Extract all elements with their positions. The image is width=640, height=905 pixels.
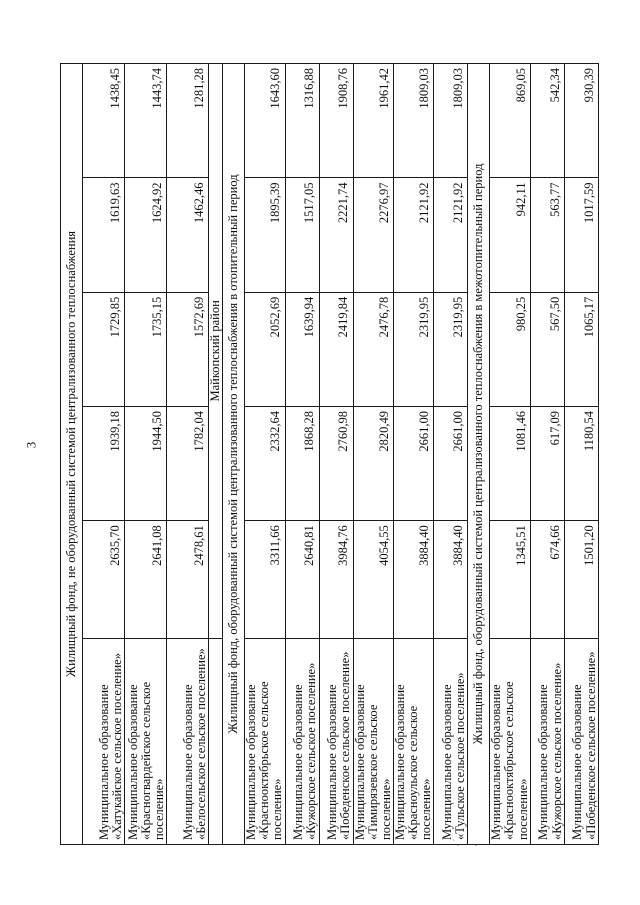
- cell-value: 1809,03: [393, 64, 433, 178]
- cell-value: 2121,92: [393, 178, 433, 292]
- cell-value: 942,11: [490, 178, 530, 292]
- page-number: 3: [23, 441, 39, 449]
- row-name: Муниципальное образование «Красноульское сельское поселение»: [393, 638, 433, 844]
- cell-value: 1517,05: [285, 178, 319, 292]
- row-name: Муниципальное образование «Краснооктябрьское сельское поселение»: [490, 638, 530, 844]
- table-row: [490, 64, 530, 845]
- cell-value: 1624,92: [125, 178, 167, 292]
- cell-value: 2820,49: [353, 406, 393, 520]
- cell-value: 1443,74: [125, 64, 167, 178]
- cell-value: 930,39: [564, 64, 598, 178]
- table-row: [319, 64, 353, 845]
- cell-value: 2419,84: [319, 292, 353, 406]
- cell-value: 2661,00: [393, 406, 433, 520]
- district-row-blank: [209, 638, 223, 844]
- cell-value: 2319,95: [393, 292, 433, 406]
- cell-value: 1944,50: [125, 406, 167, 520]
- cell-value: 1868,28: [285, 406, 319, 520]
- row-name: Муниципальное образование «Красногвардейское сельское поселение»: [125, 638, 167, 844]
- cell-value: 1017,59: [564, 178, 598, 292]
- cell-value: 1619,63: [83, 178, 125, 292]
- cell-value: 2760,98: [319, 406, 353, 520]
- cell-value: 1462,46: [167, 178, 209, 292]
- cell-value: 1782,04: [167, 406, 209, 520]
- cell-value: 2641,08: [125, 521, 167, 638]
- cell-value: 1081,46: [490, 406, 530, 520]
- tariff-table: [60, 63, 599, 845]
- cell-value: 617,09: [530, 406, 564, 520]
- row-name: Муниципальное образование «Хатукайское сельское поселение»: [83, 638, 125, 844]
- row-name: Муниципальное образование «Кужорское сельское поселение»: [285, 638, 319, 844]
- cell-value: 1729,85: [83, 292, 125, 406]
- cell-value: 1572,69: [167, 292, 209, 406]
- cell-value: 2221,74: [319, 178, 353, 292]
- row-name: Муниципальное образование «Краснооктябрьское сельское поселение»: [245, 638, 285, 844]
- cell-value: 1345,51: [490, 521, 530, 638]
- cell-value: 980,25: [490, 292, 530, 406]
- cell-value: 1809,03: [434, 64, 468, 178]
- section-header: Жилищный фонд, оборудованный системой централизованного теплоснабжения в межотопительный период: [468, 64, 490, 845]
- cell-value: 2661,00: [434, 406, 468, 520]
- table-row: [167, 64, 209, 845]
- cell-value: 3311,66: [245, 521, 285, 638]
- table-row: [434, 64, 468, 845]
- cell-value: 542,34: [530, 64, 564, 178]
- section-header: Жилищный фонд, оборудованный системой централизованного теплоснабжения в отопительный период: [223, 64, 245, 845]
- cell-value: 567,50: [530, 292, 564, 406]
- cell-value: 1438,45: [83, 64, 125, 178]
- cell-value: 1643,60: [245, 64, 285, 178]
- cell-value: 1501,20: [564, 521, 598, 638]
- row-name: Муниципальное образование «Победенское сельское поселение»: [319, 638, 353, 844]
- cell-value: 4054,55: [353, 521, 393, 638]
- row-name: Муниципальное образование «Тимирязевское сельское поселение»: [353, 638, 393, 844]
- rotated-table-container: [60, 63, 598, 845]
- row-name: Муниципальное образование «Кужорское сельское поселение»: [530, 638, 564, 844]
- cell-value: 1908,76: [319, 64, 353, 178]
- district-header: Майкопский район: [209, 64, 223, 639]
- cell-value: 2640,81: [285, 521, 319, 638]
- cell-value: 869,05: [490, 64, 530, 178]
- table-row: [564, 64, 598, 845]
- cell-value: 2319,95: [434, 292, 468, 406]
- cell-value: 1939,18: [83, 406, 125, 520]
- cell-value: 1180,54: [564, 406, 598, 520]
- cell-value: 1735,15: [125, 292, 167, 406]
- cell-value: 563,77: [530, 178, 564, 292]
- table-row: [530, 64, 564, 845]
- cell-value: 3884,40: [393, 521, 433, 638]
- cell-value: 2276,97: [353, 178, 393, 292]
- table-row: [353, 64, 393, 845]
- cell-value: 1316,88: [285, 64, 319, 178]
- cell-value: 1639,94: [285, 292, 319, 406]
- cell-value: 1895,39: [245, 178, 285, 292]
- cell-value: 2052,69: [245, 292, 285, 406]
- cell-value: 2478,61: [167, 521, 209, 638]
- scan-artifact: `. · .: [452, 838, 479, 848]
- cell-value: 1961,42: [353, 64, 393, 178]
- cell-value: 2476,78: [353, 292, 393, 406]
- cell-value: 1281,28: [167, 64, 209, 178]
- cell-value: 1065,17: [564, 292, 598, 406]
- cell-value: 2121,92: [434, 178, 468, 292]
- table-row: [83, 64, 125, 845]
- section-header: Жилищный фонд, не оборудованный системой централизованного теплоснабжения: [61, 64, 83, 845]
- table-row: [285, 64, 319, 845]
- cell-value: 3884,40: [434, 521, 468, 638]
- table-row: [393, 64, 433, 845]
- cell-value: 3984,76: [319, 521, 353, 638]
- cell-value: 2635,70: [83, 521, 125, 638]
- cell-value: 674,66: [530, 521, 564, 638]
- table-row: [125, 64, 167, 845]
- cell-value: 2332,64: [245, 406, 285, 520]
- row-name: Муниципальное образование «Белосельское сельское поселение»: [167, 638, 209, 844]
- table-row: [245, 64, 285, 845]
- row-name: Муниципальное образование «Победенское сельское поселение»: [564, 638, 598, 844]
- row-name: Муниципальное образование «Тульское сельское поселение»: [434, 638, 468, 844]
